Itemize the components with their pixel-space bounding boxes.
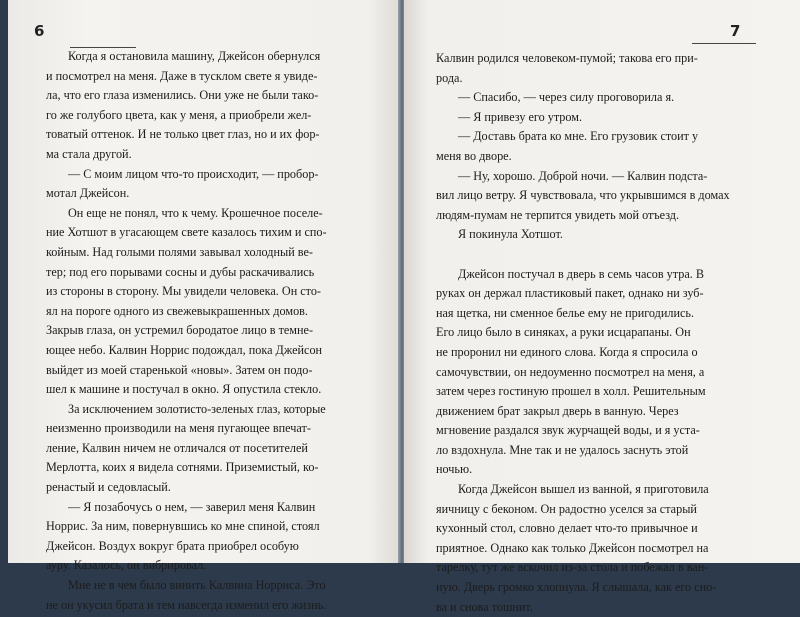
text-line: ную. Дверь громко хлопнула. Я слышала, как его сно- <box>436 580 717 595</box>
text-line: и посмотрел на меня. Даже в тусклом свете я увиде- <box>46 68 318 83</box>
text-line: Он еще не понял, что к чему. Крошечное поселе- <box>68 205 323 220</box>
text-line: Джейсон. Воздух вокруг брата приобрел особую <box>46 538 299 553</box>
text-line: ночью. <box>436 462 473 477</box>
text-line: яичницу с беконом. Он радостно уселся за старый <box>436 501 697 516</box>
text-line: ял на пороге одного из свежевыкрашенных домов. <box>46 303 308 318</box>
text-line: — Доставь брата ко мне. Его грузовик стоит у <box>458 129 699 144</box>
text-line: ла, что его глаза изменились. Они уже не были тако- <box>46 88 319 103</box>
text-line: Я покинула Хотшот. <box>458 227 563 242</box>
page-number: 6 <box>34 22 45 40</box>
text-line: приятное. Однако как только Джейсон посмотрел на <box>436 540 709 555</box>
header-rule <box>692 43 756 44</box>
text-line: койным. Над голыми полями завывал холодный ве- <box>46 244 313 259</box>
text-line: ренастый и седовласый. <box>46 480 171 495</box>
text-line: неизменно производили на меня пугающее впечат- <box>46 421 311 436</box>
text-line: самочувствии, он недоуменно посмотрел на меня, а <box>436 364 705 379</box>
text-line: не он укусил брата и тем навсегда изменил его жизнь. <box>46 597 327 612</box>
text-line: мгновение раздался звук журчащей воды, и я уста- <box>436 423 700 438</box>
text-line: руках он держал пластиковый пакет, однако ни зуб- <box>436 286 704 301</box>
text-line: ауру. Казалось, он вибрировал. <box>46 558 207 573</box>
text-line: людям-пумам не терпится увидеть мой отъезд. <box>436 207 680 222</box>
text-line: ние Хотшот в угасающем свете казалось тихим и спо- <box>46 225 327 240</box>
text-line: За исключением золотисто-зеленых глаз, которые <box>68 401 326 416</box>
text-line: Норрис. За ним, повернувшись ко мне спиной, стоял <box>46 519 320 534</box>
text-line: товатый оттенок. И не только цвет глаз, но и их фор- <box>46 127 320 142</box>
text-line: ная щетка, ни сменное белье ему не пригодились. <box>436 305 695 320</box>
text-line: ло вздохнула. Мне так и не удалось заснуть этой <box>436 442 689 457</box>
text-line: ма стала другой. <box>46 146 132 161</box>
text-line: ва и снова тошнит. <box>436 599 533 614</box>
text-line: — Спасибо, — через силу проговорила я. <box>458 90 675 105</box>
section-break <box>436 245 776 265</box>
text-line: из стороны в сторону. Мы увидели человека. Он сто- <box>46 284 321 299</box>
text-line: Мне не в чем было винить Калвина Норриса. Это <box>68 578 326 593</box>
right-page <box>404 0 800 614</box>
left-page-text <box>46 47 376 615</box>
text-line: кухонный стол, словно делает что-то привычное и <box>436 521 698 536</box>
text-line: — Ну, хорошо. Доброй ночи. — Калвин подста- <box>458 168 708 183</box>
text-line: тарелку, тут же вскочил из-за стола и побежал в ван- <box>436 560 709 575</box>
left-page <box>8 0 400 612</box>
text-line: мотал Джейсон. <box>46 186 130 201</box>
text-line: движением брат закрыл дверь в ванную. Через <box>436 403 679 418</box>
text-line: вил лицо ветру. Я чувствовала, что укрывшимся в домах <box>436 188 730 203</box>
text-line: Когда я остановила машину, Джейсон обернулся <box>68 49 321 63</box>
text-line: Мерлотта, коих я видела сотнями. Приземистый, ко- <box>46 460 319 475</box>
text-line: го же голубого цвета, как у меня, а приобрели жел- <box>46 107 312 122</box>
text-line: Закрыв глаза, он устремил бородатое лицо в темне- <box>46 323 314 338</box>
text-line: рода. <box>436 70 463 85</box>
text-line: ющее небо. Калвин Норрис подождал, пока Джейсон <box>46 342 323 357</box>
text-line: меня во дворе. <box>436 148 512 163</box>
text-line: тер; под его порывами сосны и дубы раскачивались <box>46 264 315 279</box>
text-line: Его лицо было в синяках, а руки исцарапаны. Он <box>436 325 691 340</box>
text-line: ление, Калвин ничем не отличался от посетителей <box>46 440 308 455</box>
text-line: — С моим лицом что-то происходит, — пробор- <box>68 166 319 181</box>
text-line: Когда Джейсон вышел из ванной, я приготовила <box>458 482 709 497</box>
text-line: — Я привезу его утром. <box>458 109 583 124</box>
text-line: шел к машине и постучал в окно. Я опустила стекло. <box>46 382 322 397</box>
text-line: — Я позабочусь о нем, — заверил меня Калвин <box>68 499 316 514</box>
right-page-text <box>436 49 776 617</box>
text-line: не проронил ни единого слова. Когда я спросила о <box>436 344 698 359</box>
text-line: Джейсон постучал в дверь в семь часов утра. В <box>458 266 704 281</box>
text-line: затем через гостиную прошел в холл. Решительным <box>436 384 706 399</box>
page-number: 7 <box>730 22 741 40</box>
text-line: Калвин родился человеком-пумой; такова его при- <box>436 51 698 65</box>
text-line: выйдет из моей старенькой «новы». Затем он подо- <box>46 362 313 377</box>
